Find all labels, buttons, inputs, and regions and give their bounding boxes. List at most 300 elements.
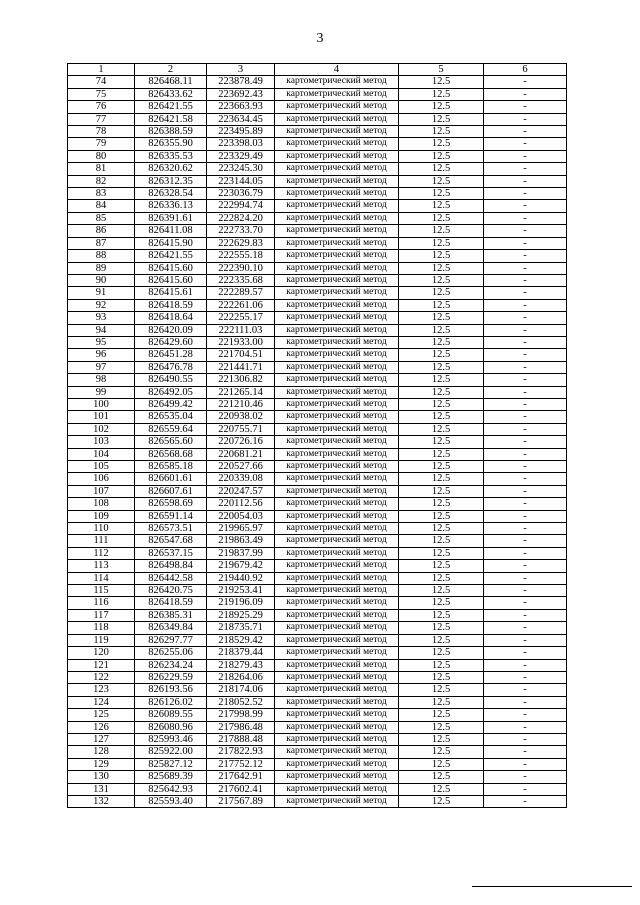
y-coordinate-cell: 223036.79 bbox=[207, 188, 275, 200]
y-coordinate-cell: 218264.06 bbox=[207, 671, 275, 683]
y-coordinate-cell: 222289.57 bbox=[207, 287, 275, 299]
point-number-cell: 101 bbox=[68, 411, 135, 423]
note-cell: - bbox=[484, 733, 567, 745]
method-cell: картометрический метод bbox=[275, 188, 399, 200]
method-cell: картометрический метод bbox=[275, 336, 399, 348]
accuracy-cell: 12.5 bbox=[399, 647, 484, 659]
method-cell: картометрический метод bbox=[275, 126, 399, 138]
table-row bbox=[68, 461, 567, 473]
table-row bbox=[68, 188, 567, 200]
y-coordinate-cell: 219253.41 bbox=[207, 585, 275, 597]
y-coordinate-cell: 223245.30 bbox=[207, 163, 275, 175]
table-row bbox=[68, 498, 567, 510]
method-cell: картометрический метод bbox=[275, 485, 399, 497]
accuracy-cell: 12.5 bbox=[399, 609, 484, 621]
y-coordinate-cell: 220112.56 bbox=[207, 498, 275, 510]
table-row bbox=[68, 597, 567, 609]
y-coordinate-cell: 219837.99 bbox=[207, 547, 275, 559]
table-row bbox=[68, 510, 567, 522]
accuracy-cell: 12.5 bbox=[399, 547, 484, 559]
y-coordinate-cell: 219863.49 bbox=[207, 535, 275, 547]
x-coordinate-cell: 826089.55 bbox=[135, 709, 207, 721]
point-number-cell: 109 bbox=[68, 510, 135, 522]
table-row bbox=[68, 647, 567, 659]
point-number-cell: 107 bbox=[68, 485, 135, 497]
note-cell: - bbox=[484, 76, 567, 88]
x-coordinate-cell: 826415.60 bbox=[135, 274, 207, 286]
table-row bbox=[68, 671, 567, 683]
y-coordinate-cell: 221210.46 bbox=[207, 398, 275, 410]
note-cell: - bbox=[484, 758, 567, 770]
point-number-cell: 114 bbox=[68, 572, 135, 584]
x-coordinate-cell: 826433.62 bbox=[135, 88, 207, 100]
note-cell: - bbox=[484, 795, 567, 807]
table-row bbox=[68, 262, 567, 274]
table-row bbox=[68, 523, 567, 535]
y-coordinate-cell: 219440.92 bbox=[207, 572, 275, 584]
y-coordinate-cell: 217822.93 bbox=[207, 746, 275, 758]
note-cell: - bbox=[484, 101, 567, 113]
point-number-cell: 131 bbox=[68, 783, 135, 795]
y-coordinate-cell: 218279.43 bbox=[207, 659, 275, 671]
accuracy-cell: 12.5 bbox=[399, 138, 484, 150]
accuracy-cell: 12.5 bbox=[399, 200, 484, 212]
x-coordinate-cell: 826568.68 bbox=[135, 448, 207, 460]
point-number-cell: 104 bbox=[68, 448, 135, 460]
point-number-cell: 123 bbox=[68, 684, 135, 696]
x-coordinate-cell: 826420.75 bbox=[135, 585, 207, 597]
accuracy-cell: 12.5 bbox=[399, 473, 484, 485]
y-coordinate-cell: 221306.82 bbox=[207, 374, 275, 386]
accuracy-cell: 12.5 bbox=[399, 274, 484, 286]
note-cell: - bbox=[484, 188, 567, 200]
point-number-cell: 89 bbox=[68, 262, 135, 274]
x-coordinate-cell: 826385.31 bbox=[135, 609, 207, 621]
y-coordinate-cell: 223144.05 bbox=[207, 175, 275, 187]
note-cell: - bbox=[484, 225, 567, 237]
accuracy-cell: 12.5 bbox=[399, 783, 484, 795]
x-coordinate-cell: 826349.84 bbox=[135, 622, 207, 634]
x-coordinate-cell: 826499.42 bbox=[135, 398, 207, 410]
table-body bbox=[68, 76, 567, 808]
accuracy-cell: 12.5 bbox=[399, 101, 484, 113]
table-row bbox=[68, 783, 567, 795]
note-cell: - bbox=[484, 634, 567, 646]
accuracy-cell: 12.5 bbox=[399, 696, 484, 708]
y-coordinate-cell: 217998.99 bbox=[207, 709, 275, 721]
y-coordinate-cell: 222390.10 bbox=[207, 262, 275, 274]
y-coordinate-cell: 220054.03 bbox=[207, 510, 275, 522]
method-cell: картометрический метод bbox=[275, 498, 399, 510]
accuracy-cell: 12.5 bbox=[399, 126, 484, 138]
x-coordinate-cell: 826537.15 bbox=[135, 547, 207, 559]
method-cell: картометрический метод bbox=[275, 262, 399, 274]
x-coordinate-cell: 826451.28 bbox=[135, 349, 207, 361]
note-cell: - bbox=[484, 510, 567, 522]
note-cell: - bbox=[484, 609, 567, 621]
accuracy-cell: 12.5 bbox=[399, 535, 484, 547]
y-coordinate-cell: 220755.71 bbox=[207, 423, 275, 435]
method-cell: картометрический метод bbox=[275, 361, 399, 373]
note-cell: - bbox=[484, 684, 567, 696]
method-cell: картометрический метод bbox=[275, 560, 399, 572]
note-cell: - bbox=[484, 771, 567, 783]
table-row bbox=[68, 795, 567, 807]
x-coordinate-cell: 826559.64 bbox=[135, 423, 207, 435]
table-row bbox=[68, 622, 567, 634]
method-cell: картометрический метод bbox=[275, 609, 399, 621]
y-coordinate-cell: 217567.89 bbox=[207, 795, 275, 807]
page-number: 3 bbox=[316, 31, 324, 46]
table-row bbox=[68, 212, 567, 224]
x-coordinate-cell: 826565.60 bbox=[135, 436, 207, 448]
x-coordinate-cell: 826476.78 bbox=[135, 361, 207, 373]
y-coordinate-cell: 220247.57 bbox=[207, 485, 275, 497]
accuracy-cell: 12.5 bbox=[399, 163, 484, 175]
note-cell: - bbox=[484, 398, 567, 410]
x-coordinate-cell: 826255.06 bbox=[135, 647, 207, 659]
method-cell: картометрический метод bbox=[275, 746, 399, 758]
point-number-cell: 127 bbox=[68, 733, 135, 745]
point-number-cell: 77 bbox=[68, 113, 135, 125]
y-coordinate-cell: 221933.00 bbox=[207, 336, 275, 348]
point-number-cell: 87 bbox=[68, 237, 135, 249]
point-number-cell: 83 bbox=[68, 188, 135, 200]
point-number-cell: 113 bbox=[68, 560, 135, 572]
accuracy-cell: 12.5 bbox=[399, 250, 484, 262]
point-number-cell: 130 bbox=[68, 771, 135, 783]
point-number-cell: 119 bbox=[68, 634, 135, 646]
accuracy-cell: 12.5 bbox=[399, 386, 484, 398]
method-cell: картометрический метод bbox=[275, 299, 399, 311]
x-coordinate-cell: 826418.59 bbox=[135, 597, 207, 609]
point-number-cell: 76 bbox=[68, 101, 135, 113]
note-cell: - bbox=[484, 696, 567, 708]
y-coordinate-cell: 222111.03 bbox=[207, 324, 275, 336]
note-cell: - bbox=[484, 411, 567, 423]
method-cell: картометрический метод bbox=[275, 398, 399, 410]
method-cell: картометрический метод bbox=[275, 795, 399, 807]
x-coordinate-cell: 826607.61 bbox=[135, 485, 207, 497]
point-number-cell: 117 bbox=[68, 609, 135, 621]
y-coordinate-cell: 217602.41 bbox=[207, 783, 275, 795]
column-header: 6 bbox=[484, 64, 567, 76]
point-number-cell: 105 bbox=[68, 461, 135, 473]
point-number-cell: 128 bbox=[68, 746, 135, 758]
point-number-cell: 110 bbox=[68, 523, 135, 535]
table-header-row bbox=[68, 64, 567, 76]
note-cell: - bbox=[484, 485, 567, 497]
method-cell: картометрический метод bbox=[275, 386, 399, 398]
method-cell: картометрический метод bbox=[275, 163, 399, 175]
accuracy-cell: 12.5 bbox=[399, 585, 484, 597]
point-number-cell: 108 bbox=[68, 498, 135, 510]
note-cell: - bbox=[484, 138, 567, 150]
method-cell: картометрический метод bbox=[275, 101, 399, 113]
accuracy-cell: 12.5 bbox=[399, 361, 484, 373]
method-cell: картометрический метод bbox=[275, 88, 399, 100]
x-coordinate-cell: 826421.55 bbox=[135, 250, 207, 262]
table-row bbox=[68, 175, 567, 187]
method-cell: картометрический метод bbox=[275, 175, 399, 187]
table-row bbox=[68, 696, 567, 708]
method-cell: картометрический метод bbox=[275, 572, 399, 584]
accuracy-cell: 12.5 bbox=[399, 76, 484, 88]
y-coordinate-cell: 218529.42 bbox=[207, 634, 275, 646]
table-row bbox=[68, 398, 567, 410]
y-coordinate-cell: 219965.97 bbox=[207, 523, 275, 535]
table-row bbox=[68, 423, 567, 435]
x-coordinate-cell: 826193.56 bbox=[135, 684, 207, 696]
accuracy-cell: 12.5 bbox=[399, 498, 484, 510]
table-row bbox=[68, 448, 567, 460]
table-row bbox=[68, 225, 567, 237]
note-cell: - bbox=[484, 572, 567, 584]
table-row bbox=[68, 547, 567, 559]
note-cell: - bbox=[484, 349, 567, 361]
point-number-cell: 96 bbox=[68, 349, 135, 361]
point-number-cell: 129 bbox=[68, 758, 135, 770]
table-row bbox=[68, 746, 567, 758]
point-number-cell: 93 bbox=[68, 312, 135, 324]
table-row bbox=[68, 101, 567, 113]
table-row bbox=[68, 485, 567, 497]
x-coordinate-cell: 826418.64 bbox=[135, 312, 207, 324]
x-coordinate-cell: 826126.02 bbox=[135, 696, 207, 708]
y-coordinate-cell: 221441.71 bbox=[207, 361, 275, 373]
method-cell: картометрический метод bbox=[275, 212, 399, 224]
point-number-cell: 126 bbox=[68, 721, 135, 733]
point-number-cell: 97 bbox=[68, 361, 135, 373]
table-row bbox=[68, 436, 567, 448]
accuracy-cell: 12.5 bbox=[399, 746, 484, 758]
x-coordinate-cell: 826420.09 bbox=[135, 324, 207, 336]
table-row bbox=[68, 312, 567, 324]
table-row bbox=[68, 684, 567, 696]
table-row bbox=[68, 585, 567, 597]
table-row bbox=[68, 349, 567, 361]
table-row bbox=[68, 274, 567, 286]
accuracy-cell: 12.5 bbox=[399, 423, 484, 435]
x-coordinate-cell: 826320.62 bbox=[135, 163, 207, 175]
point-number-cell: 79 bbox=[68, 138, 135, 150]
point-number-cell: 116 bbox=[68, 597, 135, 609]
note-cell: - bbox=[484, 473, 567, 485]
x-coordinate-cell: 826492.05 bbox=[135, 386, 207, 398]
accuracy-cell: 12.5 bbox=[399, 175, 484, 187]
table-row bbox=[68, 138, 567, 150]
x-coordinate-cell: 826297.77 bbox=[135, 634, 207, 646]
point-number-cell: 112 bbox=[68, 547, 135, 559]
accuracy-cell: 12.5 bbox=[399, 411, 484, 423]
accuracy-cell: 12.5 bbox=[399, 721, 484, 733]
accuracy-cell: 12.5 bbox=[399, 324, 484, 336]
x-coordinate-cell: 826585.18 bbox=[135, 461, 207, 473]
note-cell: - bbox=[484, 386, 567, 398]
accuracy-cell: 12.5 bbox=[399, 771, 484, 783]
method-cell: картометрический метод bbox=[275, 647, 399, 659]
y-coordinate-cell: 222261.06 bbox=[207, 299, 275, 311]
accuracy-cell: 12.5 bbox=[399, 237, 484, 249]
y-coordinate-cell: 219196.09 bbox=[207, 597, 275, 609]
method-cell: картометрический метод bbox=[275, 150, 399, 162]
note-cell: - bbox=[484, 597, 567, 609]
accuracy-cell: 12.5 bbox=[399, 398, 484, 410]
point-number-cell: 122 bbox=[68, 671, 135, 683]
y-coordinate-cell: 220527.66 bbox=[207, 461, 275, 473]
method-cell: картометрический метод bbox=[275, 423, 399, 435]
note-cell: - bbox=[484, 783, 567, 795]
note-cell: - bbox=[484, 237, 567, 249]
method-cell: картометрический метод bbox=[275, 349, 399, 361]
y-coordinate-cell: 219679.42 bbox=[207, 560, 275, 572]
method-cell: картометрический метод bbox=[275, 585, 399, 597]
method-cell: картометрический метод bbox=[275, 547, 399, 559]
accuracy-cell: 12.5 bbox=[399, 634, 484, 646]
y-coordinate-cell: 220938.02 bbox=[207, 411, 275, 423]
point-number-cell: 106 bbox=[68, 473, 135, 485]
accuracy-cell: 12.5 bbox=[399, 795, 484, 807]
method-cell: картометрический метод bbox=[275, 523, 399, 535]
x-coordinate-cell: 826355.90 bbox=[135, 138, 207, 150]
accuracy-cell: 12.5 bbox=[399, 374, 484, 386]
point-number-cell: 121 bbox=[68, 659, 135, 671]
accuracy-cell: 12.5 bbox=[399, 212, 484, 224]
accuracy-cell: 12.5 bbox=[399, 312, 484, 324]
note-cell: - bbox=[484, 113, 567, 125]
x-coordinate-cell: 825642.93 bbox=[135, 783, 207, 795]
note-cell: - bbox=[484, 274, 567, 286]
method-cell: картометрический метод bbox=[275, 287, 399, 299]
method-cell: картометрический метод bbox=[275, 721, 399, 733]
y-coordinate-cell: 217986.48 bbox=[207, 721, 275, 733]
note-cell: - bbox=[484, 535, 567, 547]
point-number-cell: 86 bbox=[68, 225, 135, 237]
method-cell: картометрический метод bbox=[275, 200, 399, 212]
y-coordinate-cell: 223692.43 bbox=[207, 88, 275, 100]
x-coordinate-cell: 826598.69 bbox=[135, 498, 207, 510]
x-coordinate-cell: 826535.04 bbox=[135, 411, 207, 423]
method-cell: картометрический метод bbox=[275, 461, 399, 473]
accuracy-cell: 12.5 bbox=[399, 188, 484, 200]
accuracy-cell: 12.5 bbox=[399, 336, 484, 348]
y-coordinate-cell: 223878.49 bbox=[207, 76, 275, 88]
accuracy-cell: 12.5 bbox=[399, 448, 484, 460]
accuracy-cell: 12.5 bbox=[399, 684, 484, 696]
point-number-cell: 111 bbox=[68, 535, 135, 547]
table-row bbox=[68, 659, 567, 671]
x-coordinate-cell: 826388.59 bbox=[135, 126, 207, 138]
note-cell: - bbox=[484, 299, 567, 311]
x-coordinate-cell: 826468.11 bbox=[135, 76, 207, 88]
point-number-cell: 88 bbox=[68, 250, 135, 262]
y-coordinate-cell: 221704.51 bbox=[207, 349, 275, 361]
column-header: 4 bbox=[275, 64, 399, 76]
x-coordinate-cell: 825827.12 bbox=[135, 758, 207, 770]
note-cell: - bbox=[484, 709, 567, 721]
note-cell: - bbox=[484, 312, 567, 324]
note-cell: - bbox=[484, 461, 567, 473]
table-row bbox=[68, 411, 567, 423]
accuracy-cell: 12.5 bbox=[399, 299, 484, 311]
x-coordinate-cell: 826415.61 bbox=[135, 287, 207, 299]
point-number-cell: 78 bbox=[68, 126, 135, 138]
table-row bbox=[68, 721, 567, 733]
column-header: 5 bbox=[399, 64, 484, 76]
note-cell: - bbox=[484, 212, 567, 224]
x-coordinate-cell: 825922.00 bbox=[135, 746, 207, 758]
point-number-cell: 125 bbox=[68, 709, 135, 721]
method-cell: картометрический метод bbox=[275, 411, 399, 423]
table-row bbox=[68, 572, 567, 584]
y-coordinate-cell: 220339.08 bbox=[207, 473, 275, 485]
point-number-cell: 95 bbox=[68, 336, 135, 348]
table-row bbox=[68, 634, 567, 646]
table-row bbox=[68, 113, 567, 125]
point-number-cell: 102 bbox=[68, 423, 135, 435]
column-header: 1 bbox=[68, 64, 135, 76]
footer-rule bbox=[472, 886, 632, 887]
note-cell: - bbox=[484, 523, 567, 535]
accuracy-cell: 12.5 bbox=[399, 485, 484, 497]
y-coordinate-cell: 218052.52 bbox=[207, 696, 275, 708]
y-coordinate-cell: 222555.18 bbox=[207, 250, 275, 262]
y-coordinate-cell: 222994.74 bbox=[207, 200, 275, 212]
y-coordinate-cell: 223634.45 bbox=[207, 113, 275, 125]
x-coordinate-cell: 826418.59 bbox=[135, 299, 207, 311]
accuracy-cell: 12.5 bbox=[399, 659, 484, 671]
x-coordinate-cell: 826421.58 bbox=[135, 113, 207, 125]
x-coordinate-cell: 826328.54 bbox=[135, 188, 207, 200]
table-row bbox=[68, 126, 567, 138]
x-coordinate-cell: 826335.53 bbox=[135, 150, 207, 162]
x-coordinate-cell: 826442.58 bbox=[135, 572, 207, 584]
x-coordinate-cell: 826490.55 bbox=[135, 374, 207, 386]
note-cell: - bbox=[484, 622, 567, 634]
note-cell: - bbox=[484, 436, 567, 448]
x-coordinate-cell: 826547.68 bbox=[135, 535, 207, 547]
y-coordinate-cell: 217642.91 bbox=[207, 771, 275, 783]
method-cell: картометрический метод bbox=[275, 138, 399, 150]
point-number-cell: 75 bbox=[68, 88, 135, 100]
accuracy-cell: 12.5 bbox=[399, 622, 484, 634]
note-cell: - bbox=[484, 287, 567, 299]
note-cell: - bbox=[484, 585, 567, 597]
point-number-cell: 81 bbox=[68, 163, 135, 175]
accuracy-cell: 12.5 bbox=[399, 510, 484, 522]
point-number-cell: 120 bbox=[68, 647, 135, 659]
y-coordinate-cell: 223663.93 bbox=[207, 101, 275, 113]
table-row bbox=[68, 374, 567, 386]
point-number-cell: 124 bbox=[68, 696, 135, 708]
y-coordinate-cell: 218925.29 bbox=[207, 609, 275, 621]
y-coordinate-cell: 218174.06 bbox=[207, 684, 275, 696]
table-row bbox=[68, 758, 567, 770]
y-coordinate-cell: 222255.17 bbox=[207, 312, 275, 324]
method-cell: картометрический метод bbox=[275, 696, 399, 708]
accuracy-cell: 12.5 bbox=[399, 523, 484, 535]
method-cell: картометрический метод bbox=[275, 783, 399, 795]
note-cell: - bbox=[484, 560, 567, 572]
point-number-cell: 132 bbox=[68, 795, 135, 807]
y-coordinate-cell: 217752.12 bbox=[207, 758, 275, 770]
x-coordinate-cell: 825593.40 bbox=[135, 795, 207, 807]
note-cell: - bbox=[484, 336, 567, 348]
x-coordinate-cell: 826080.96 bbox=[135, 721, 207, 733]
note-cell: - bbox=[484, 659, 567, 671]
point-number-cell: 103 bbox=[68, 436, 135, 448]
note-cell: - bbox=[484, 150, 567, 162]
